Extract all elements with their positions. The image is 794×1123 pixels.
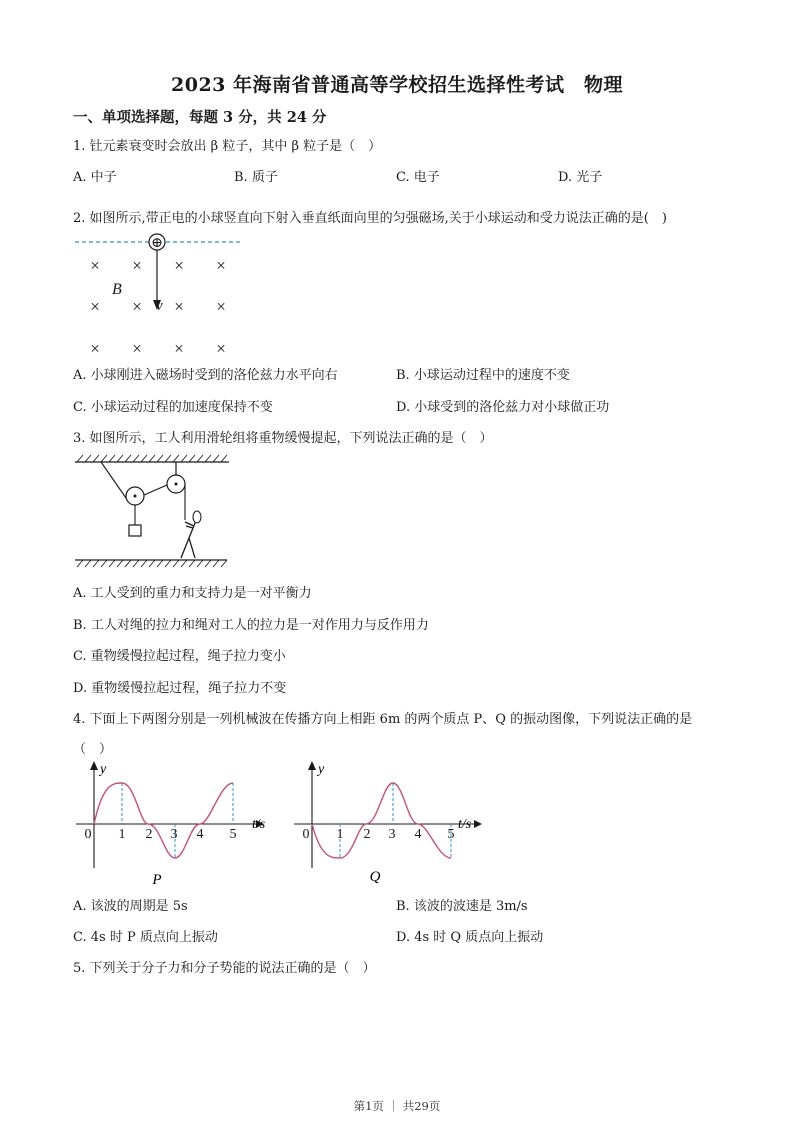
q3-option-c: C. 重物缓慢拉起过程，绳子拉力变小 — [73, 649, 286, 664]
graph-p-tick-2: 2 — [145, 827, 153, 842]
floor-hatch — [77, 560, 227, 567]
page-footer: 第1页 ｜ 共29页 — [353, 1099, 441, 1113]
graph-p-tick-3: 3 — [170, 827, 178, 842]
graph-q-xlabel: t/s — [458, 817, 472, 832]
field-cross: × — [216, 256, 226, 275]
graph-p-caption: P — [152, 872, 162, 888]
question-1-stem: 1. 钍元素衰变时会放出 β 粒子，其中 β 粒子是（ ） — [73, 139, 382, 154]
q1-option-d: D. 光子 — [558, 170, 603, 185]
graph-q-tick-0: 0 — [302, 827, 310, 842]
worker-head — [193, 511, 201, 523]
magnetic-field-figure — [73, 228, 253, 363]
section-heading-1: 一、单项选择题，每题 3 分，共 24 分 — [73, 109, 327, 126]
field-cross: × — [132, 256, 142, 275]
field-cross: × — [90, 339, 100, 358]
q1-option-c: C. 电子 — [396, 170, 440, 185]
weight-block — [129, 525, 141, 536]
q1-option-b: B. 质子 — [234, 170, 278, 185]
field-cross: × — [90, 297, 100, 316]
ceiling-hatch — [77, 455, 227, 462]
page-title: 2023 年海南省普通高等学校招生选择性考试 物理 — [171, 74, 623, 96]
graph-q — [288, 758, 488, 888]
q4-option-b: B. 该波的波速是 3m/s — [396, 899, 528, 914]
q3-option-b: B. 工人对绳的拉力和绳对工人的拉力是一对作用力与反作用力 — [73, 618, 429, 633]
q3-option-d: D. 重物缓慢拉起过程，绳子拉力不变 — [73, 681, 287, 696]
question-4-stem-cont: （ ） — [73, 742, 113, 757]
field-cross: × — [174, 297, 184, 316]
graph-p-xlabel: t/s — [252, 817, 266, 832]
graph-p-ylabel: y — [100, 762, 107, 777]
graph-p-tick-1: 1 — [118, 827, 126, 842]
graph-p-tick-4: 4 — [196, 827, 204, 842]
field-cross: × — [132, 297, 142, 316]
field-cross: × — [132, 339, 142, 358]
graph-q-caption: Q — [369, 869, 381, 885]
field-cross: × — [174, 339, 184, 358]
graph-q-tick-1: 1 — [336, 827, 344, 842]
question-2-stem: 2. 如图所示,带正电的小球竖直向下射入垂直纸面向里的匀强磁场,关于小球运动和受力说法正确的是( ) — [73, 211, 667, 226]
graph-q-tick-5: 5 — [447, 827, 455, 842]
field-cross: × — [90, 256, 100, 275]
graph-q-ylabel: y — [318, 762, 325, 777]
field-label: B — [112, 281, 122, 298]
graph-q-wave — [312, 783, 451, 858]
rope — [101, 462, 126, 498]
q2-option-c: C. 小球运动过程的加速度保持不变 — [73, 400, 273, 415]
q4-option-d: D. 4s 时 Q 质点向上振动 — [396, 930, 544, 945]
q3-option-a: A. 工人受到的重力和支持力是一对平衡力 — [73, 586, 312, 601]
velocity-label: v — [156, 298, 163, 314]
q4-option-c: C. 4s 时 P 质点向上振动 — [73, 930, 218, 945]
graph-q-tick-4: 4 — [414, 827, 422, 842]
field-cross: × — [216, 297, 226, 316]
pulley-figure — [73, 450, 233, 570]
field-cross: × — [174, 256, 184, 275]
q2-option-d: D. 小球受到的洛伦兹力对小球做正功 — [396, 400, 610, 415]
field-cross: × — [216, 339, 226, 358]
graph-p-tick-0: 0 — [84, 827, 92, 842]
question-3-stem: 3. 如图所示，工人利用滑轮组将重物缓慢提起，下列说法正确的是（ ） — [73, 431, 493, 446]
question-4-stem: 4. 下面上下两图分别是一列机械波在传播方向上相距 6m 的两个质点 P、Q 的振动图像，下列说法正确的是 — [73, 712, 693, 727]
q2-option-a: A. 小球刚进入磁场时受到的洛伦兹力水平向右 — [73, 368, 338, 383]
graph-p-wave — [94, 783, 233, 858]
q4-option-a: A. 该波的周期是 5s — [73, 899, 188, 914]
graph-q-tick-3: 3 — [388, 827, 396, 842]
graph-p — [70, 758, 270, 888]
graph-q-tick-2: 2 — [363, 827, 371, 842]
rope — [144, 485, 167, 495]
graph-p-tick-5: 5 — [229, 827, 237, 842]
charge-sign: ⊕ — [151, 236, 163, 251]
q1-option-a: A. 中子 — [73, 170, 117, 185]
worker-body — [181, 522, 195, 558]
q2-option-b: B. 小球运动过程中的速度不变 — [396, 368, 570, 383]
question-5-stem: 5. 下列关于分子力和分子势能的说法正确的是（ ） — [73, 961, 376, 976]
